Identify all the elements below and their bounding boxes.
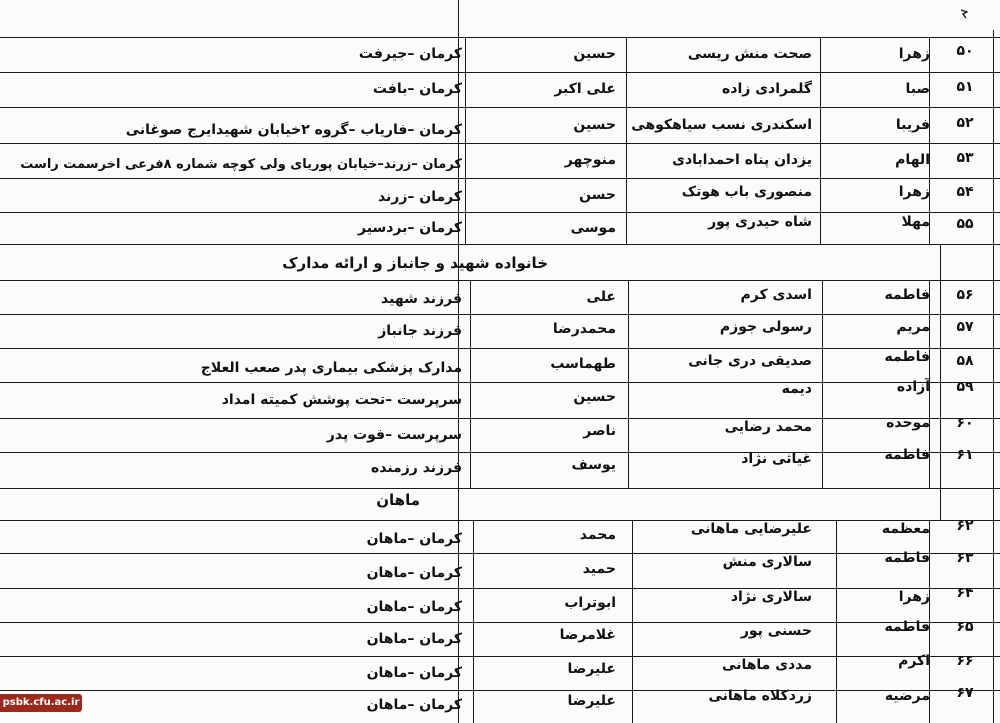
first-name-cell: زهرا (898, 184, 930, 200)
table-rule (0, 348, 1000, 349)
last-name-cell: سالاری نژاد (730, 589, 812, 605)
section-title-martyr-family: خانواده شهید و جانباز و ارائه مدارک (282, 254, 548, 272)
first-name-cell: الهام (895, 152, 930, 168)
father-name-cell: علی اکبر (554, 81, 616, 97)
address-cell: کرمان –ماهان (366, 697, 462, 713)
row-number: ۶۷ (956, 685, 974, 701)
first-name-cell: صبا (905, 81, 930, 97)
father-name-cell: علی (586, 289, 616, 305)
table-rule (0, 520, 1000, 521)
column-rule (470, 280, 471, 488)
first-name-cell: زهرا (898, 589, 930, 605)
table-rule (0, 690, 1000, 691)
first-name-cell: فاطمه (884, 619, 930, 635)
column-rule (820, 37, 821, 244)
column-rule (465, 37, 466, 244)
address-cell: سرپرست –تحت پوشش کمیته امداد (221, 392, 462, 408)
father-name-cell: علیرضا (567, 693, 616, 709)
site-watermark: psbk.cfu.ac.ir (0, 694, 82, 712)
first-name-cell: مهلا (901, 214, 930, 230)
last-name-cell: صحت منش ریسی (687, 46, 812, 62)
table-rule (0, 382, 1000, 383)
last-name-cell: اسکندری نسب سیاهکوهی (631, 117, 812, 133)
father-name-cell: علیرضا (567, 661, 616, 677)
row-number: ۶۳ (956, 550, 974, 566)
first-name-cell: فاطمه (884, 550, 930, 566)
father-name-cell: منوچهر (564, 152, 616, 168)
father-name-cell: حسین (573, 389, 616, 405)
father-name-cell: حسین (573, 117, 616, 133)
last-name-cell: شاه حیدری پور (708, 214, 812, 230)
address-cell: سرپرست –فوت پدر (326, 427, 462, 443)
address-cell: کرمان –ماهان (366, 599, 462, 615)
father-name-cell: یوسف (571, 457, 616, 473)
father-name-cell: حمید (582, 561, 616, 577)
row-number: ۵۹ (956, 379, 974, 395)
address-cell: کرمان –زرند (377, 189, 462, 205)
last-name-cell: منصوری باب هوتک (681, 184, 812, 200)
first-name-cell: آزاده (896, 379, 930, 395)
last-name-cell: یزدان پناه احمدابادی (672, 152, 812, 168)
row-number: ۵۵ (956, 216, 974, 232)
table-rule (0, 588, 1000, 589)
first-name-cell: اکرم (898, 653, 930, 669)
last-name-cell: حسنی پور (740, 623, 812, 639)
column-rule (822, 280, 823, 488)
row-number: ۶۰ (956, 415, 974, 431)
first-name-cell: مریم (896, 319, 930, 335)
address-cell: مدارک پزشکی بیماری پدر صعب العلاج (200, 360, 462, 376)
last-name-cell: رسولی جوزم (719, 319, 812, 335)
last-name-cell: غیاثی نژاد (741, 451, 812, 467)
address-cell: کرمان –زرند–خیابان پوریای ولی کوچه شماره ۸فرعی اخرسمت راست (20, 157, 462, 172)
address-cell: فرزند جانباز (378, 323, 462, 339)
address-cell: کرمان –ماهان (366, 565, 462, 581)
father-name-cell: حسن (579, 187, 616, 203)
column-rule (836, 520, 837, 723)
first-name-cell: معظمه (881, 521, 930, 537)
table-rule (0, 656, 1000, 657)
table-rule (0, 107, 1000, 108)
row-number: ۵۸ (956, 353, 974, 369)
father-name-cell: محمدرضا (552, 321, 616, 337)
table-rule (0, 452, 1000, 453)
first-name-cell: فاطمه (884, 349, 930, 365)
pen-mark-icon (960, 4, 968, 14)
last-name-cell: صدیقی دری جانی (688, 353, 812, 369)
section-title-mahan: ماهان (376, 491, 420, 509)
address-cell: کرمان –جیرفت (358, 46, 462, 62)
father-name-cell: موسی (570, 220, 616, 236)
table-rule (0, 280, 1000, 281)
address-cell: کرمان –ماهان (366, 665, 462, 681)
last-name-cell: اسدی کرم (740, 287, 812, 303)
table-rule (0, 314, 1000, 315)
address-cell: فرزند شهید (381, 291, 462, 307)
table-rule (0, 72, 1000, 73)
first-name-cell: فاطمه (884, 447, 930, 463)
first-name-cell: زهرا (898, 46, 930, 62)
table-rule (0, 553, 1000, 554)
table-rule (0, 622, 1000, 623)
row-number: ۵۴ (956, 184, 974, 200)
row-number: ۵۷ (956, 319, 974, 335)
father-name-cell: ناصر (583, 423, 616, 439)
column-rule (626, 37, 627, 244)
row-number: ۶۶ (956, 653, 974, 669)
father-name-cell: محمد (579, 527, 616, 543)
father-name-cell: غلامرضا (559, 627, 616, 643)
first-name-cell: مرضیه (884, 688, 930, 704)
margin-line (993, 30, 994, 723)
table-rule (0, 212, 1000, 213)
table-rule (0, 488, 1000, 489)
row-number: ۵۲ (956, 115, 974, 131)
address-cell: کرمان –فاریاب –گروه ۲خیابان شهیدایرج صوغانی (125, 122, 462, 138)
address-cell: کرمان –بردسیر (358, 220, 462, 236)
last-name-cell: علیرضایی ماهانی (690, 521, 812, 537)
father-name-cell: طهماسب (550, 356, 616, 372)
row-number: ۶۴ (956, 585, 974, 601)
row-number: ۵۳ (956, 150, 974, 166)
first-name-cell: فریبا (895, 117, 930, 133)
last-name-cell: محمد رضایی (724, 419, 812, 435)
last-name-cell: سالاری منش (722, 554, 812, 570)
last-name-cell: گلمرادی زاده (722, 81, 812, 97)
row-number: ۵۰ (956, 43, 974, 59)
column-rule (473, 520, 474, 723)
row-number: ۵۱ (956, 79, 974, 95)
table-rule (0, 178, 1000, 179)
address-cell: فرزند رزمنده (370, 460, 462, 476)
address-cell: کرمان –ماهان (366, 631, 462, 647)
table-rule (0, 143, 1000, 144)
table-rule (0, 418, 1000, 419)
row-number: ۵۶ (956, 287, 974, 303)
table-rule (0, 244, 1000, 245)
last-name-cell: مددی ماهانی (722, 657, 812, 673)
father-name-cell: حسین (573, 46, 616, 62)
address-cell: کرمان –ماهان (366, 531, 462, 547)
address-cell: کرمان –بافت (372, 81, 462, 97)
father-name-cell: ابوتراب (564, 595, 616, 611)
column-rule (628, 280, 629, 488)
row-number: ۶۵ (956, 619, 974, 635)
row-number: ۶۲ (956, 518, 974, 534)
last-name-cell: زردکلاه ماهانی (708, 688, 812, 704)
first-name-cell: موحده (886, 415, 930, 431)
last-name-cell: دیمه (781, 381, 812, 397)
first-name-cell: فاطمه (884, 287, 930, 303)
table-rule (0, 37, 1000, 38)
row-number: ۶۱ (956, 447, 974, 463)
